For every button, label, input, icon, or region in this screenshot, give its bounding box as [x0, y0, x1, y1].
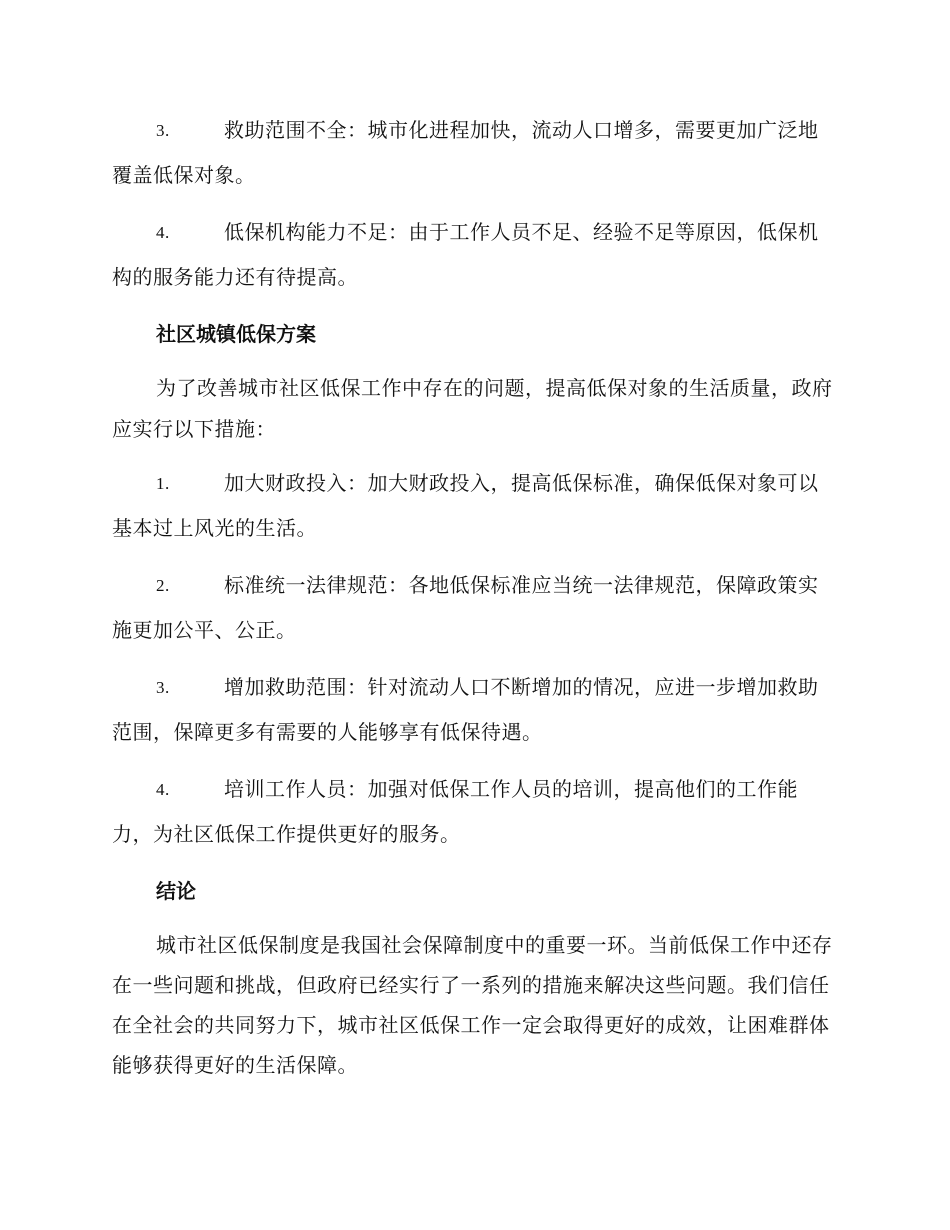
list-item: [112, 108, 834, 198]
list-number: 4.: [156, 223, 170, 242]
list-text: 救助范围不全：城市化进程加快，流动人口增多，需要更加广泛地覆盖低保对象。: [112, 118, 819, 187]
list-item: [112, 563, 834, 653]
list-number: 3.: [156, 678, 170, 697]
list-text: 低保机构能力不足：由于工作人员不足、经验不足等原因，低保机构的服务能力还有待提高。: [112, 220, 819, 289]
list-text: 培训工作人员：加强对低保工作人员的培训，提高他们的工作能力，为社区低保工作提供更好的服务。: [112, 777, 798, 846]
section-heading-conclusion: 结论: [156, 879, 196, 903]
list-number: 4.: [156, 780, 170, 799]
list-text: 标准统一法律规范：各地低保标准应当统一法律规范，保障政策实施更加公平、公正。: [112, 573, 819, 642]
list-item: [112, 461, 834, 551]
list-item: [112, 767, 834, 857]
list-number: 2.: [156, 576, 170, 595]
list-number: 3.: [156, 121, 170, 140]
list-item: [112, 665, 834, 755]
section-heading-plan: 社区城镇低保方案: [156, 322, 316, 346]
document-page: [112, 108, 834, 1085]
plan-intro-paragraph: 为了改善城市社区低保工作中存在的问题，提高低保对象的生活质量，政府应实行以下措施：: [112, 376, 833, 441]
list-item: [112, 210, 834, 300]
list-text: 加大财政投入：加大财政投入，提高低保标准，确保低保对象可以基本过上风光的生活。: [112, 471, 819, 540]
list-number: 1.: [156, 474, 170, 493]
list-text: 增加救助范围：针对流动人口不断增加的情况，应进一步增加救助范围，保障更多有需要的人能够享有低保待遇。: [112, 675, 819, 744]
conclusion-paragraph: 城市社区低保制度是我国社会保障制度中的重要一环。当前低保工作中还存在一些问题和挑战，但政府已经实行了一系列的措施来解决这些问题。我们信任在全社会的共同努力下，城市社区低保工作一定会取得更好的成效，让困难群体能够获得更好的生活保障。: [112, 933, 833, 1077]
